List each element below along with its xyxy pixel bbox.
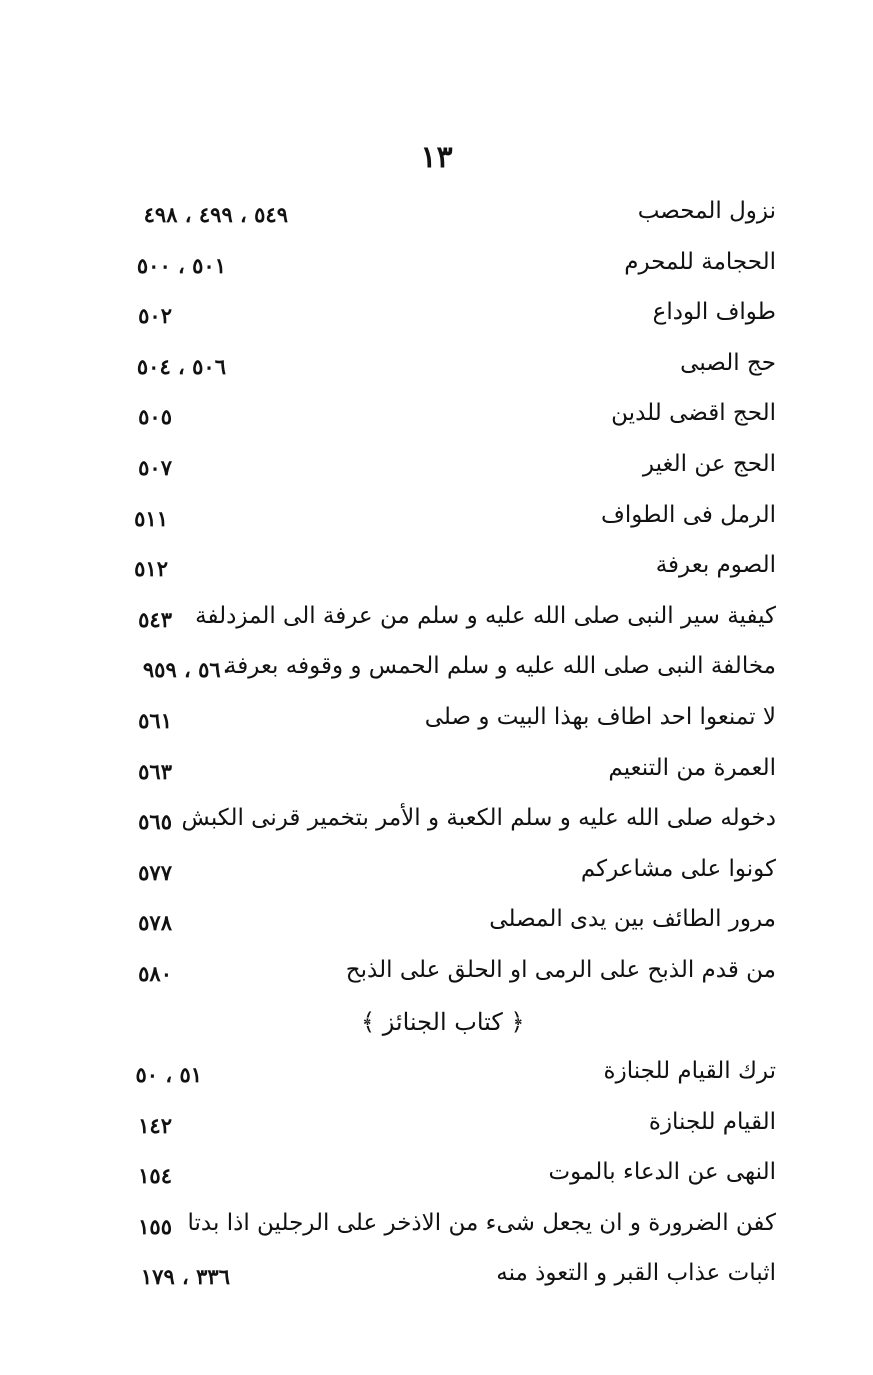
index-entry: [128, 546, 776, 597]
entry-title: القيام للجنازة: [648, 1108, 776, 1135]
entry-title: لا تمنعوا احد اطاف بهذا البيت و صلى: [424, 703, 776, 730]
entry-pages: ٥٦٠ ، ٩٥٩: [142, 657, 232, 683]
index-entry: [128, 900, 776, 951]
index-entry: [128, 394, 776, 445]
entry-pages: ٥٧٨: [138, 910, 172, 936]
entry-title: دخوله صلى الله عليه و سلم الكعبة و الأمر بتخمير قرنى الكبش: [181, 805, 776, 832]
entry-pages: ٥٨٠: [138, 960, 172, 986]
entry-pages: ١٤٢: [138, 1112, 172, 1138]
entry-title: ترك القيام للجنازة: [603, 1058, 776, 1085]
entry-pages: ٥٤٣: [138, 606, 172, 632]
entry-title: كفن الضرورة و ان يجعل شىء من الاذخر على الرجلين اذا بدتا: [187, 1209, 776, 1236]
index-entry: [128, 445, 776, 496]
page-number: ١٣: [420, 140, 453, 175]
index-entry: [128, 850, 776, 901]
entry-title: النهى عن الدعاء بالموت: [548, 1159, 776, 1186]
entry-title: الحجامة للمحرم: [624, 248, 776, 275]
index-entry: [128, 698, 776, 749]
entry-pages: ١٥٤: [138, 1163, 172, 1189]
index-entry: [128, 293, 776, 344]
entry-title: الحج اقضى للدين: [611, 400, 776, 427]
index-entry: [128, 951, 776, 1002]
index-entry: [128, 1204, 776, 1255]
index-entry: [128, 192, 776, 243]
entry-pages: ٥٠١ ، ٥٠٠: [136, 252, 226, 278]
index-entry: [128, 597, 776, 648]
index-list: [128, 192, 776, 1305]
index-entry: [128, 496, 776, 547]
entry-title: مخالفة النبى صلى الله عليه و سلم الحمس و وقوفه بعرفة: [224, 653, 776, 680]
entry-pages: ١٥٥: [138, 1213, 172, 1239]
entry-title: العمرة من التنعيم: [608, 754, 776, 781]
entry-pages: ٥٠٥: [138, 404, 172, 430]
entry-pages: ٥١١: [134, 505, 168, 531]
index-entry: [128, 344, 776, 395]
entry-pages: ٥٤٩ ، ٤٩٩ ، ٤٩٨: [143, 202, 288, 227]
entry-pages: ٥٦٣: [138, 758, 172, 784]
index-entry: [128, 1103, 776, 1154]
entry-title: كيفية سير النبى صلى الله عليه و سلم من عرفة الى المزدلفة: [195, 602, 776, 629]
section-heading-row: [128, 1002, 776, 1053]
entry-title: اثبات عذاب القبر و التعوذ منه: [496, 1260, 776, 1287]
index-entry: [128, 243, 776, 294]
entry-title: مرور الطائف بين يدى المصلى: [489, 906, 776, 933]
entry-title: حج الصبى: [680, 349, 776, 376]
entry-pages: ٥٦١: [138, 707, 172, 733]
entry-pages: ٥٠٧: [138, 454, 172, 480]
entry-pages: ٥٠٦ ، ٥٠٤: [136, 353, 226, 379]
entry-pages: ٥٦٥: [138, 809, 172, 835]
entry-title: الرمل فى الطواف: [601, 501, 776, 528]
entry-pages: ٣٣٦ ، ١٧٩: [140, 1264, 230, 1290]
entry-pages: ٥٠٢: [138, 303, 172, 329]
entry-pages: ٥١٢: [134, 556, 168, 582]
entry-title: من قدم الذبح على الرمى او الحلق على الذبح: [345, 956, 776, 983]
index-entry: [128, 1254, 776, 1305]
entry-title: كونوا على مشاعركم: [580, 855, 776, 882]
entry-title: الحج عن الغير: [642, 450, 776, 477]
index-entry: [128, 749, 776, 800]
entry-title: الصوم بعرفة: [655, 552, 776, 579]
index-entry: [128, 799, 776, 850]
entry-pages: ٥٧٧: [138, 859, 172, 885]
index-entry: [128, 647, 776, 698]
entry-pages: ٥١ ، ٥٠: [135, 1062, 202, 1088]
index-entry: [128, 1052, 776, 1103]
entry-title: طواف الوداع: [652, 299, 776, 326]
entry-title: نزول المحصب: [637, 198, 776, 224]
index-entry: [128, 1153, 776, 1204]
section-heading: ﴿ كتاب الجنائز ﴾: [361, 1007, 525, 1036]
